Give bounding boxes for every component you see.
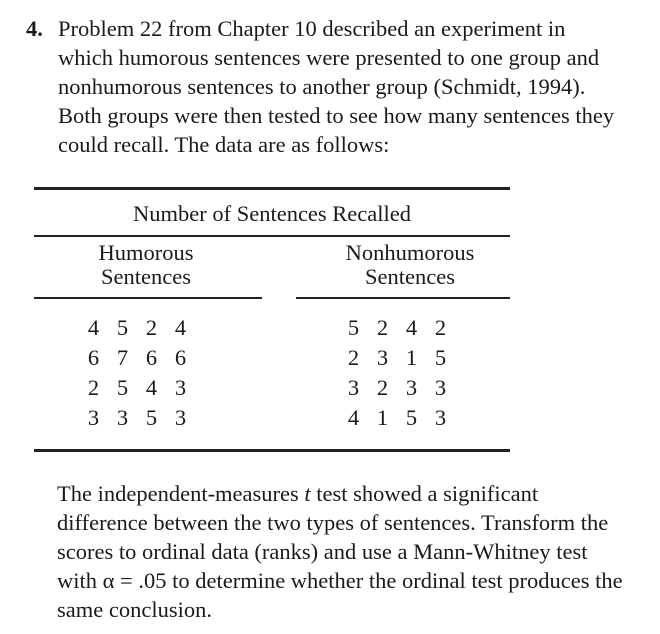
score-cell: 4 <box>405 315 418 340</box>
score-cell: 3 <box>347 375 360 400</box>
score-cell: 2 <box>145 315 158 340</box>
score-cell: 3 <box>405 375 418 400</box>
score-cell: 5 <box>434 345 447 370</box>
score-cell: 3 <box>174 405 187 430</box>
score-cell: 5 <box>116 375 129 400</box>
nonhumorous-header-line1: Nonhumorous <box>345 240 475 265</box>
t-variable: t <box>304 481 311 506</box>
score-cell: 5 <box>347 315 360 340</box>
column-headers <box>34 237 510 297</box>
score-cell: 3 <box>174 375 187 400</box>
table-bottom-rule <box>34 449 510 452</box>
score-cell: 3 <box>116 405 129 430</box>
humorous-header-line1: Humorous <box>98 240 194 265</box>
nonhumorous-header <box>325 241 495 289</box>
score-cell: 4 <box>87 315 100 340</box>
problem-number: 4. <box>26 16 43 41</box>
nonhumorous-header-line2: Sentences <box>365 264 455 289</box>
score-cell: 6 <box>87 345 100 370</box>
score-cell: 2 <box>376 375 389 400</box>
humorous-header-line2: Sentences <box>101 264 191 289</box>
score-cell: 1 <box>405 345 418 370</box>
table-body <box>34 299 510 449</box>
score-cell: 7 <box>116 345 129 370</box>
score-cell: 5 <box>116 315 129 340</box>
problem-intro <box>22 14 622 159</box>
score-cell: 3 <box>434 375 447 400</box>
score-cell: 4 <box>174 315 187 340</box>
score-cell: 2 <box>87 375 100 400</box>
problem-intro-text: Problem 22 from Chapter 10 described an experiment in which humorous sentences were presented to one group and nonhumorous sentences to another group (Schmidt, 1994). Both groups were then tested to see how many sentences they could recall. The data are as follows: <box>58 16 615 157</box>
score-cell: 5 <box>405 405 418 430</box>
score-cell: 2 <box>347 345 360 370</box>
score-cell: 2 <box>376 315 389 340</box>
score-cell: 1 <box>376 405 389 430</box>
closing-text-b: test showed a significant difference between the two types of sentences. Transform the scores to ordinal data (ranks) and use a Mann-Whitney test with α = .05 to determine whether the ordinal test produces the same conclusion. <box>57 481 623 622</box>
score-cell: 4 <box>347 405 360 430</box>
score-cell: 6 <box>145 345 158 370</box>
table-caption: Number of Sentences Recalled <box>132 201 412 226</box>
problem-closing <box>57 479 627 624</box>
closing-text-a: The independent-measures <box>57 481 305 506</box>
score-cell: 6 <box>174 345 187 370</box>
score-cell: 3 <box>376 345 389 370</box>
humorous-header <box>76 241 216 289</box>
score-cell: 4 <box>145 375 158 400</box>
score-cell: 3 <box>434 405 447 430</box>
score-cell: 5 <box>145 405 158 430</box>
problem-block <box>22 14 622 159</box>
data-table <box>34 187 510 452</box>
nonhumorous-scores <box>339 313 455 433</box>
humorous-scores <box>79 313 195 433</box>
score-cell: 2 <box>434 315 447 340</box>
score-cell: 3 <box>87 405 100 430</box>
